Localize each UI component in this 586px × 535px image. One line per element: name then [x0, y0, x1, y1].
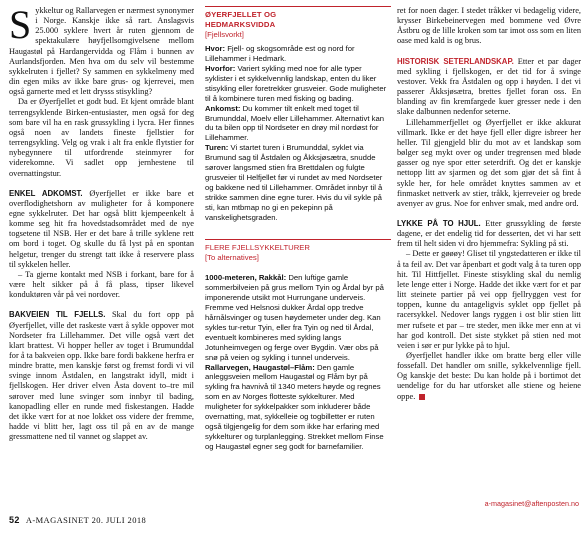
subhead: ENKEL ADKOMST. [9, 188, 83, 198]
alternative-item: 1000-meteren, Rakkål: Den luftige gamle sommerbilveien på grus mellom Tyin og Årdal byr på imponerende utsikt mot Hurrungane underveis. Fremme ved Helsnosi dukker Årdal opp tredve hårnålsvinger og tusen høydemeter under deg. Kan sykles tur-retur Tyin, eller fra Tyin og ned til Årdal, eventuelt kombineres med sykling langs Jotunheimvegen og ferge over Bygdin. Vær obs på snø på veien og sykling i tunnel underveis. [205, 272, 384, 362]
body-paragraph: ENKEL ADKOMST. Øyerfjellet er ikke bare et overflodighetshorn av muligheter for å komponere egne sykkelruter. Det har også blitt kjempeenkelt å komme seg hit fra hovedstadsområdet med de nye togsetene til NSB. Her er det bare å trille syklene rett om bord i toget. Og skulle du få lyst på en spontan helgetur, trenger du strengt tatt ikke å reservere plass til sykkelen heller. [9, 188, 194, 269]
body-paragraph: BAKVEIEN TIL FJELLS. Skal du fort opp på Øyerfjellet, ville det raskeste vært å sykle oppover mot Nordseter fra Lillehammer. Det ville også vært det klart brattest. Vi hopper heller av toget i Brumunddal for å ta bakveien opp. Ikke bare fordi bakkene herfra er mindre bratte, men kanskje først og fremst fordi vi vil svinge innom Åstdalen, en langstrakt idyll, midt i fjellskogen. Her driver elven Åsta dovent to–tre mil sørover med lune svinger som innbyr til bading, kanopadling eller en runde med fiskestangen. Hadde det ikke vært for at noe lokket oss videre der fremme, hadde vi blitt her, lagt oss til på en av de mange gressmattene ned til vannet og slappet av. [9, 310, 194, 442]
body-paragraph: ret for noen dager. I stedet tråkker vi bedagelig videre, krysser Birkebeinervegen med bommene ved Øvre Åstbru og de lille kroken som tar imot oss som en liten oase med kald is og brus. [397, 6, 581, 46]
intro-text: ykkeltur og Rallarvegen er nærmest synonymer i Norge. Kanskje ikke så rart. Anslagsvis 25.000 syklere hvert år ruten gjennom de spektakulære høyfjellsomgivelsene mellom Haugastøl på Hardangervidda og Flåm i bunnen av Aurlandsfjorden. Men hva om du selv vil bestemme sykkelruten i fjellet? Sy sammen en sykkelmeny med din egen miks av ikke bare grus- og kjerrevei, men også garnerte med et lett drysss stisykling? [9, 6, 194, 97]
body-paragraph: LYKKE PÅ TO HJUL. Etter grussykling de første dagene, er det endelig tid for desserten, det vi har sett frem til helt siden vi dro hjemmefra: Sykling på sti. [397, 218, 581, 249]
contact-email[interactable]: a-magasinet@aftenposten.no [484, 499, 579, 508]
publication-info: A-MAGASINET 20. JULI 2018 [25, 515, 147, 525]
fact-box-subtitle: [Fjellsvorkt] [205, 29, 244, 39]
fact-item: Hvor: Fjell- og skogsområde est og nord for Lillehammer i Hedmark. [205, 43, 355, 63]
subhead: BAKVEIEN TIL FJELLS. [9, 310, 106, 320]
subhead: LYKKE PÅ TO HJUL. [397, 218, 481, 228]
fact-box-title: HEDMARKSVIDDA [205, 19, 276, 29]
alternatives-header [205, 239, 391, 263]
body-paragraph: Da er Øyerfjellet et godt bud. Et kjent område blant terrengsyklende Birken-entusiaster, men også for deg som bare vil ha en rask grussykling i lycra. Her finnes også noen av landets fineste fjellstier for terrengsykling. Velg og vrak i alt fra enkle flytstier for nybegynnere til utfordrende steinmyrer for viderekomne. Vi sadlet opp jernhestene til overnattingstur. [9, 97, 194, 178]
page-number: 52 [9, 515, 20, 525]
alternative-item: Rallarvegen, Haugastøl–Flåm: Den gamle anleggsveien mellom Haugastøl og Flåm byr på sykling fra havnivå til 1340 meters høyde og regnes som en av Norges flotteste sykkelturer. Med muligheter for sykkelpakker som inkluderer både overnatting, mat, sykkelleie og togbilletter er ruten også tilgjengelig for dem som ikke har erfaring med sykkelturer og turplanlegging. Strekket mellom Finse og Haugastøl egner seg godt for barnefamilier. [205, 362, 384, 452]
subhead: HISTORISK SETERLANDSKAP. [397, 56, 514, 66]
body-paragraph: Lillehammerfjellet og Øyerfjellet er ikke akkurat villmark. Ikke er det høye fjell eller digre isbreer her heller. Til gjengjeld blir du mot av et landskap som bølger seg mykt over og under tregrensen med bløde gasser og nye spor etter seterdrift. Og det er kanskje nettopp litt av sjarmen og det som gjør det så fint å sykle her, for hele området knyttes sammen av et finmasket nettverk av stier, tråkk, kjerreveier og brede avenyer av grus. Noe for enhver smak, med andre ord. [397, 117, 581, 208]
article-column-3 [397, 6, 581, 402]
fact-item: Ankomst: Du kommer tilt enkelt med toget til Brumunddal, Moelv eller Lillehammer. Alternativt kan du ta bilen opp til Nordseter en drøy mil nordøst for Lillehammer. [205, 103, 385, 143]
fact-box-title: ØYERFJELLET OG [205, 10, 277, 19]
intro-paragraph [9, 2, 194, 97]
fact-item: Turen: Vi startet turen i Brumunddal, syklet via Brumund sag til Åstdalen og Åkksjøsætra, snudde sørover langsmed stien fra Brettdalen og fulgte grusveier til Helfjellet før vi rundet av med Nordseter og bakkene ned til Lillehammer. Området innbyr til å strikke sammen dine egne turer. Hvis du vil sykle på sti, kan mtbmap no gi en pekepinn på vanskelighetsgraden. [205, 143, 383, 223]
alternatives-subtitle: [To alternatives] [205, 252, 259, 262]
alternatives-title: FLERE FJELLSYKKELTURER [205, 243, 310, 253]
page-footer [9, 515, 146, 525]
drop-cap: S [9, 2, 32, 47]
body-paragraph: HISTORISK SETERLANDSKAP. Etter et par dager med sykling i fjellskogen, er det tid for å svinge vestover. Vekk fra Åstdalen og opp i høyden. I det vi passerer Åkksjøsætra, brettes fjellet foran oss. En blanding av fin kremfargede kuer gresser nede i den slake dalbunnen nedenfor seterne. [397, 56, 582, 117]
article-column-1 [9, 2, 194, 442]
fact-box-header [205, 6, 391, 40]
body-paragraph: – Dette er gøøøy! Gliset til yngstedatteren er ikke til å ta feil av. Det var åpenbart et godt valg å ta turen opp hit. Til Hittfjellet. Fineste stisykling skal du nemlig lete lenge etter i Norge. Hadde det ikke vært for et par litt steinete partier på vei opp fjellryggen vest for toppen, kunne du antageligvis syklet opp fjellet på racersykkel. Nedover langs ryggen i ost blir stien litt mer rufsete et par – tre steder, men ikke mer enn at vi har god kontroll. Det siste stykket på stien ned mot veien i sør er pur lykke på to hjul. [397, 249, 581, 350]
fact-box-column [205, 6, 391, 452]
body-paragraph: Øyerfjellet handler ikke om bratte berg eller ville fossefall. Det handler om snille, sykkelvennlige fjell. Og kanskje det beste: Du kan holde på i bortimot det uendelige for du har utforsket alle stiene og heiene oppe. [397, 351, 581, 401]
body-paragraph: – Ta gjerne kontakt med NSB i forkant, bare for å være helt sikker på å få plass, tipser likevel konduktøren vår på vei nordover. [9, 269, 194, 300]
fact-item: Hvorfor: Variert sykling med noe for alle typer syklister i et sykkelvennlig landskap, enten du liker stisykling eller foretrekker grusveier. Gode muligheter til å kombinere turen med fisking og bading. [205, 63, 387, 103]
end-mark-icon [419, 394, 425, 400]
